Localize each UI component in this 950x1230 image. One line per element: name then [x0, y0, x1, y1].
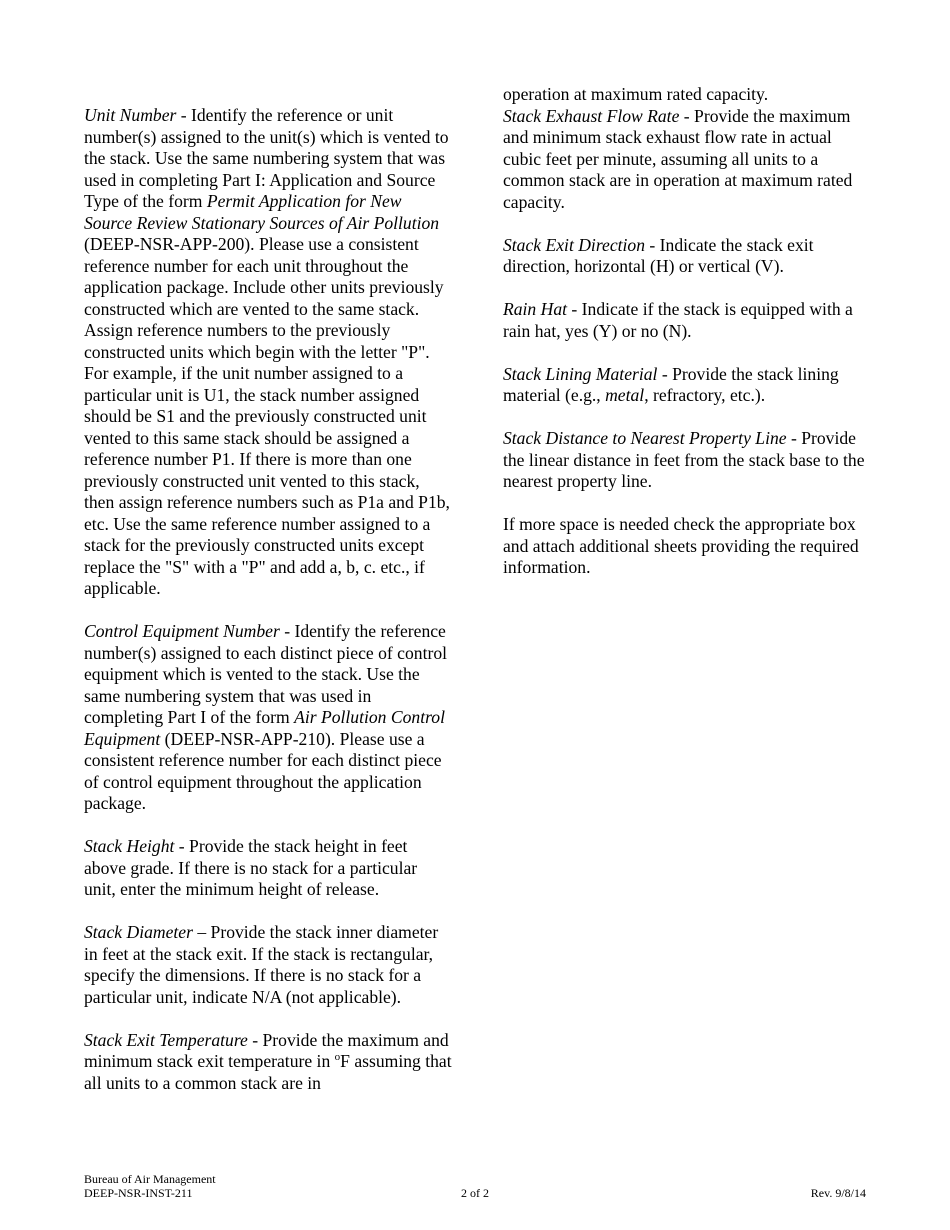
entry-stack-distance — [503, 428, 871, 493]
term-stack-exhaust-flow-rate: Stack Exhaust Flow Rate — [503, 105, 680, 126]
footer-agency: Bureau of Air Management — [84, 1172, 216, 1186]
entry-unit-number — [84, 105, 452, 600]
entry-text: - Provide the stack height in feet above grade. If there is no stack for a particular unit, enter the minimum height of release. — [84, 836, 418, 899]
entry-text: F assuming that all units to a common stack are in — [84, 1051, 452, 1093]
entry-rain-hat — [503, 299, 871, 342]
continuation-text: operation at maximum rated capacity. — [503, 84, 769, 104]
right-column — [503, 84, 871, 600]
form-title: Permit Application for New Source Review Stationary Sources of Air Pollution — [84, 191, 440, 233]
entry-stack-exit-direction — [503, 235, 871, 278]
term-control-equipment-number: Control Equipment Number — [84, 621, 280, 641]
entry-text: - Provide the maximum and minimum stack exhaust flow rate in actual cubic feet per minute, assuming all units to a common stack are in operation at maximum rated capacity. — [503, 105, 853, 212]
term-stack-height: Stack Height — [84, 836, 175, 856]
entry-text: Provide the linear distance in feet from the stack base to the nearest property line. — [503, 428, 865, 491]
entry-control-equipment-number — [84, 621, 452, 815]
more-space-note: If more space is needed check the appropriate box and attach additional sheets providing the required information. — [503, 514, 859, 577]
footer-form-id: DEEP-NSR-INST-211 — [84, 1186, 193, 1200]
entry-text: – Provide the stack inner diameter in feet at the stack exit. If the stack is rectangular, specify the dimensions. If there is no stack for a particular unit, indicate N/A (not applicable). — [84, 922, 439, 1007]
entry-text: - Indicate the stack exit direction, horizontal (H) or vertical (V). — [503, 234, 814, 276]
term-unit-number: Unit Number — [84, 105, 177, 125]
term-stack-exit-temperature: Stack Exit Temperature — [84, 1029, 248, 1050]
term-stack-distance: Stack Distance to Nearest Property Line - — [503, 428, 797, 448]
entry-text: - Provide the maximum and minimum stack exit temperature in — [84, 1029, 449, 1071]
term-stack-exit-direction: Stack Exit Direction — [503, 234, 646, 255]
footer-page-number: 2 of 2 — [461, 1186, 489, 1200]
form-title: Air Pollution Control Equipment — [84, 707, 445, 749]
entry-text: (DEEP-NSR-APP-200). Please use a consistent reference number for each unit throughout the application package. Include other units previously constructed which are vented to the same stack. Assign reference numbers to the previously constructed units which begin with the letter "P". For example, if the unit number assigned to a particular unit is U1, the stack number assigned should be S1 and the previously constructed unit vented to this same stack should be assigned a reference number P1. If there is more than one previously constructed unit vented to this stack, then assign reference numbers such as P1a and P1b, etc. Use the same reference number assigned to a stack for the previously constructed units except replace the "S" with a "P" and add a, b, c. etc., if applicable. — [84, 234, 450, 598]
entry-stack-diameter — [84, 922, 452, 1008]
term-stack-lining-material: Stack Lining Material — [503, 363, 658, 384]
entry-stack-height — [84, 836, 452, 901]
example-material: metal — [605, 385, 645, 405]
entry-text: - Identify the reference or unit number(s) assigned to the unit(s) which is vented to the stack. Use the same numbering system that was used in completing Part I: Application and Source Type of the form — [84, 105, 449, 211]
degree-symbol: o — [334, 1051, 341, 1064]
entry-text: - Identify the reference number(s) assigned to each distinct piece of control equipment which is vented to the stack. Use the same numbering system that was used in completing Part I of the form — [84, 621, 447, 727]
entry-text: - Indicate if the stack is equipped with a rain hat, yes (Y) or no (N). — [503, 299, 853, 341]
entry-stack-exhaust-flow-rate — [503, 106, 871, 214]
entry-text: , refractory, etc.). — [644, 385, 766, 405]
entry-text: - Provide the stack lining material (e.g., — [503, 363, 839, 405]
footer-revision: Rev. 9/8/14 — [810, 1186, 866, 1200]
entry-stack-lining-material — [503, 364, 871, 407]
entry-text: (DEEP-NSR-APP-210). Please use a consistent reference number for each distinct piece of control equipment throughout the application package. — [84, 728, 442, 813]
term-stack-diameter: Stack Diameter — [84, 922, 193, 942]
entry-stack-exit-temperature — [84, 1030, 452, 1095]
left-column — [84, 105, 452, 1094]
term-rain-hat: Rain Hat — [503, 299, 568, 319]
